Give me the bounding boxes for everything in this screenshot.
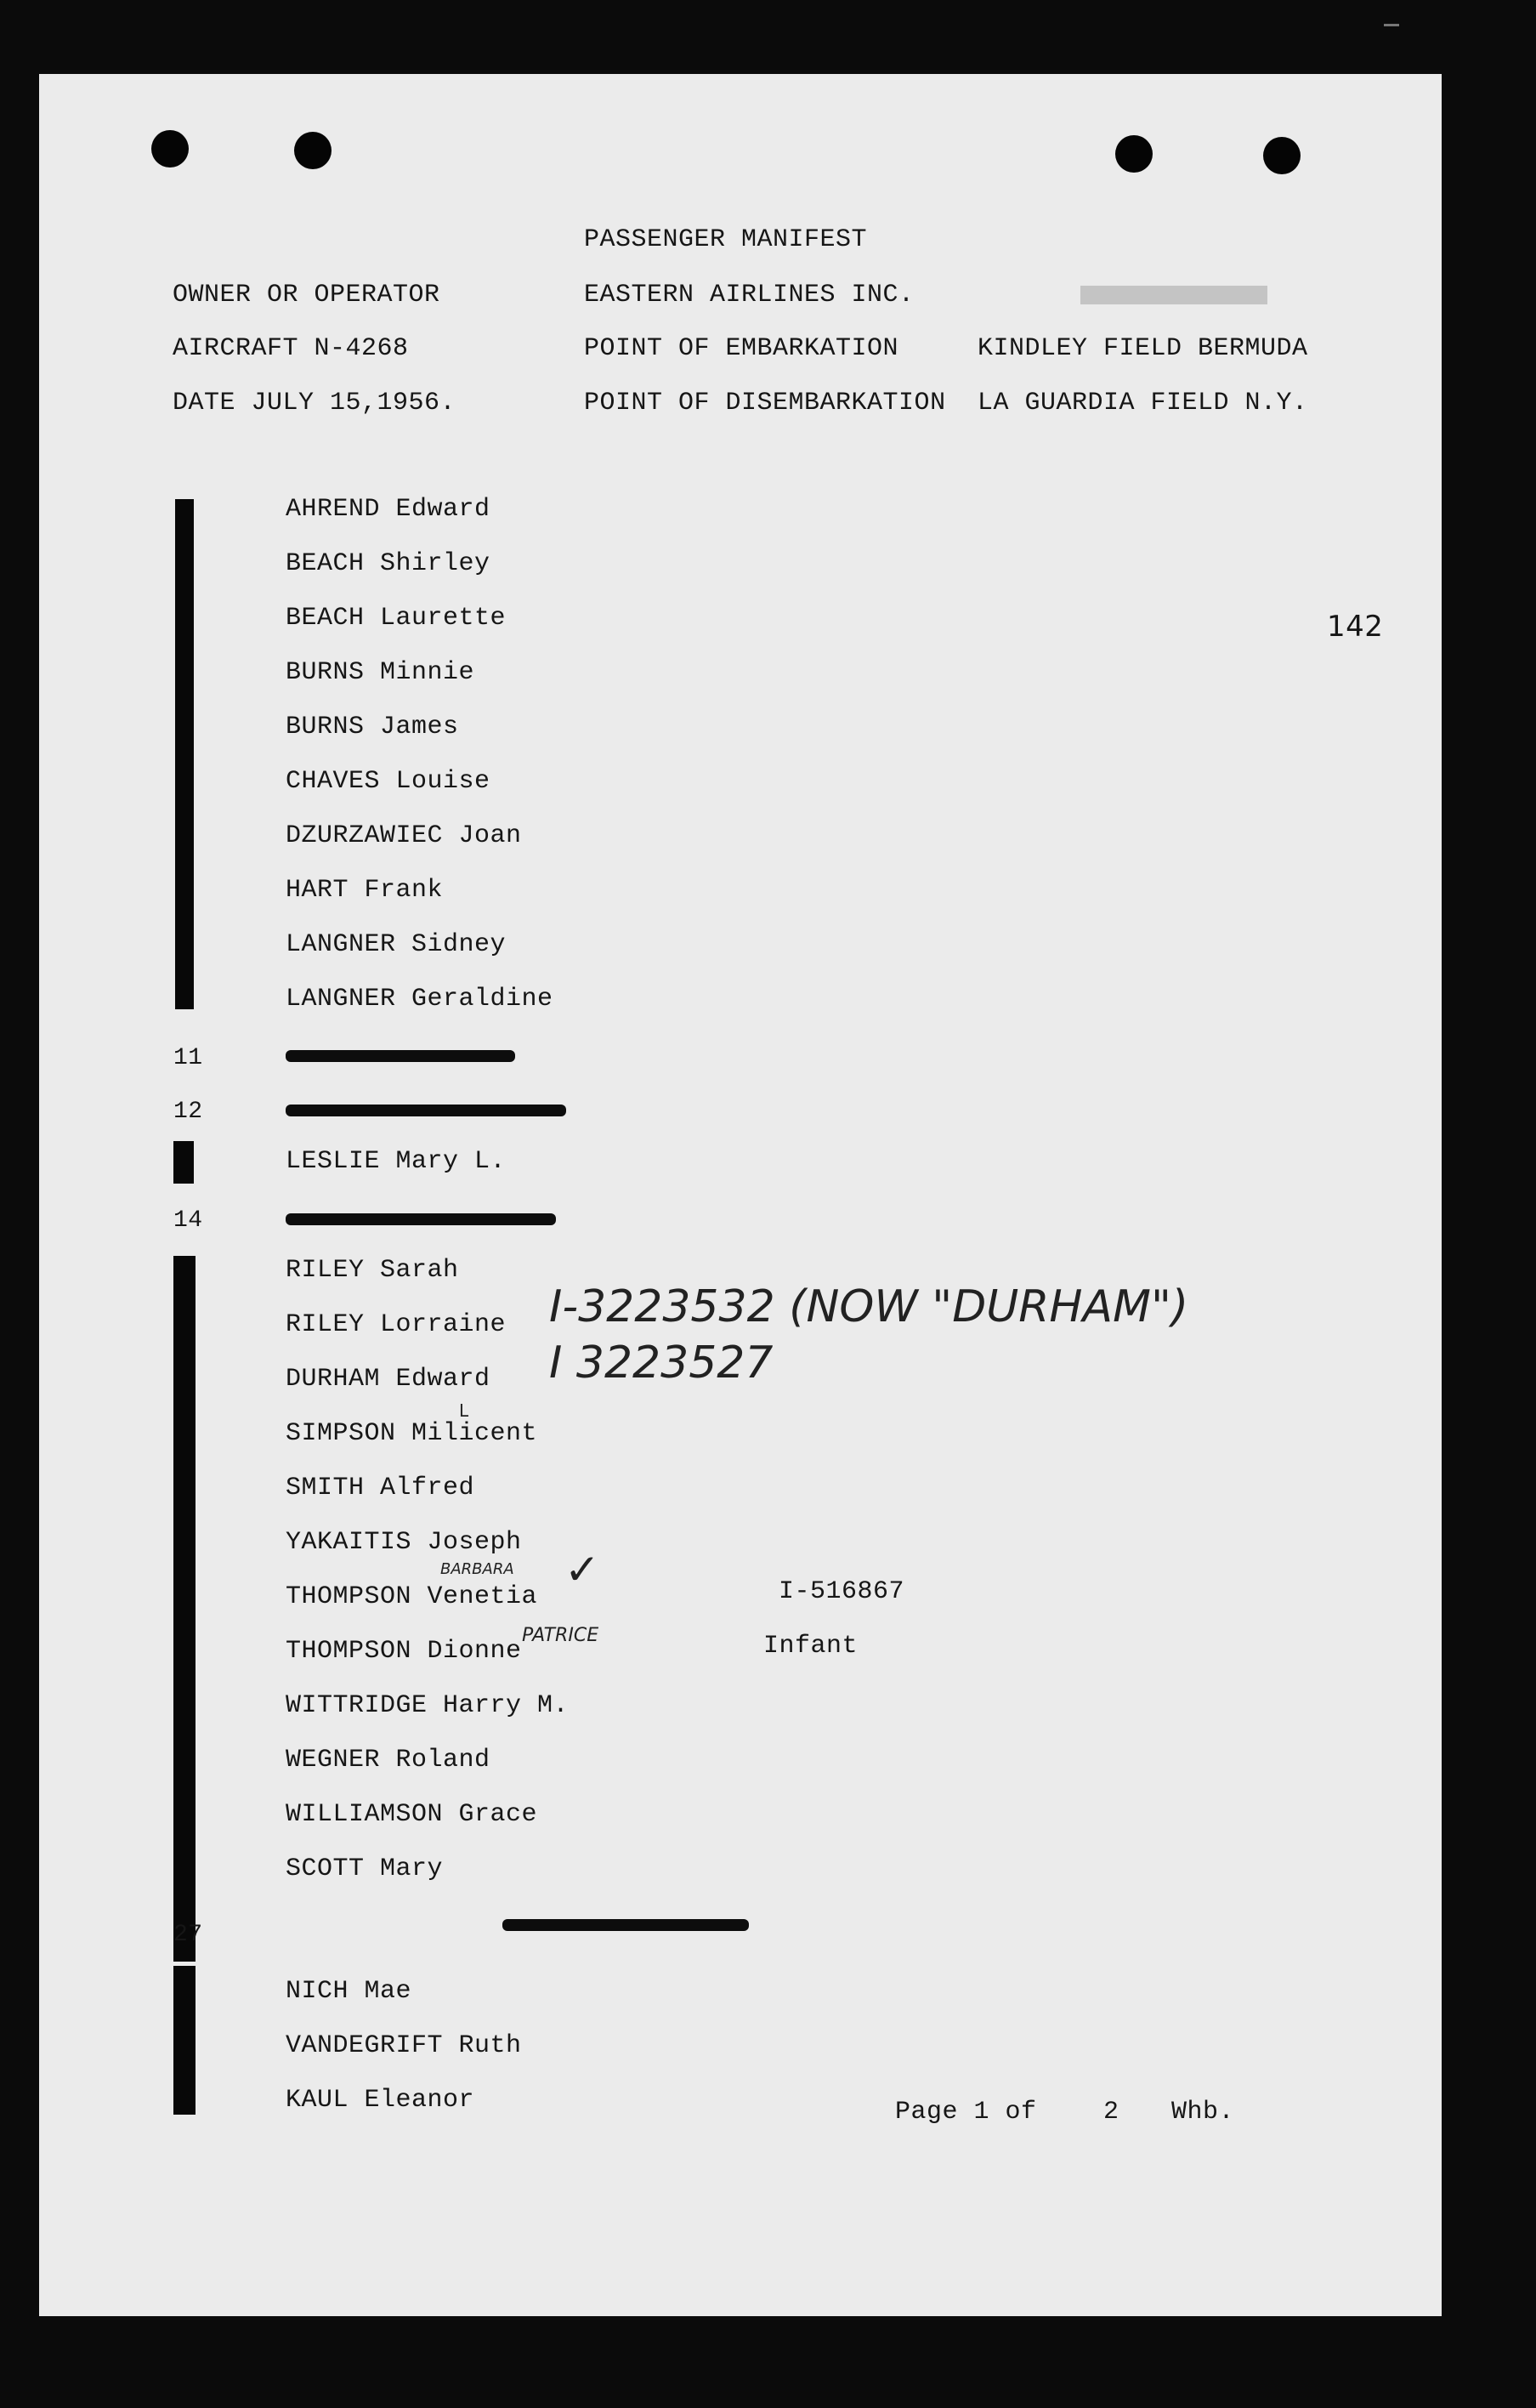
handwritten-l-insert: L (459, 1400, 469, 1421)
passenger-id-number: I-516867 (779, 1577, 905, 1606)
disembark-label: POINT OF DISEMBARKATION (584, 389, 946, 417)
handwritten-barbara: BARBARA (440, 1560, 514, 1578)
passenger-name: SIMPSON Milicent (286, 1419, 538, 1448)
passenger-name: WITTRIDGE Harry M. (286, 1691, 570, 1720)
manifest-title: PASSENGER MANIFEST (584, 225, 868, 254)
stamp-number: 142 (1327, 610, 1384, 644)
redacted-name-11 (286, 1050, 515, 1062)
passenger-name: SCOTT Mary (286, 1854, 444, 1883)
date-label: DATE JULY 15,1956. (173, 389, 456, 417)
passenger-name: DZURZAWIEC Joan (286, 821, 522, 850)
page-total: 2 (1103, 2098, 1119, 2127)
handwritten-patrice: PATRICE (522, 1625, 599, 1646)
passenger-name: BEACH Laurette (286, 604, 507, 633)
passenger-name: CHAVES Louise (286, 767, 490, 796)
passenger-name: AHREND Edward (286, 495, 490, 524)
manifest-page (39, 74, 1442, 2316)
handwritten-riley-id-2: I 3223527 (549, 1337, 774, 1389)
handwritten-riley-id: I-3223532 (NOW "DURHAM") (549, 1281, 1189, 1332)
passenger-name: WEGNER Roland (286, 1746, 490, 1775)
row-number-27: 27 (173, 1922, 203, 1948)
passenger-name: LESLIE Mary L. (286, 1147, 507, 1176)
punch-hole-2 (294, 132, 332, 169)
embark-value: KINDLEY FIELD BERMUDA (978, 334, 1308, 363)
passenger-name: NICH Mae (286, 1977, 412, 2006)
passenger-name: BEACH Shirley (286, 549, 490, 578)
redacted-name-27 (502, 1919, 749, 1931)
passenger-name: BURNS Minnie (286, 658, 475, 687)
row-number-12: 12 (173, 1099, 203, 1125)
passenger-name: RILEY Lorraine (286, 1310, 507, 1339)
passenger-name: LANGNER Sidney (286, 930, 507, 959)
row-number-11: 11 (173, 1045, 203, 1071)
passenger-name: THOMPSON Venetia (286, 1582, 538, 1611)
passenger-name: WILLIAMSON Grace (286, 1800, 538, 1829)
redaction-bar-2 (173, 1141, 194, 1184)
passenger-name: LANGNER Geraldine (286, 985, 553, 1014)
redaction-bar-4 (173, 1966, 196, 2115)
passenger-name: DURHAM Edward (286, 1365, 490, 1394)
punch-hole-1 (151, 130, 189, 168)
row-number-14: 14 (173, 1207, 203, 1234)
passenger-name: RILEY Sarah (286, 1256, 459, 1285)
passenger-name: KAUL Eleanor (286, 2086, 475, 2115)
handwritten-check-mark: ✓ (564, 1545, 600, 1594)
passenger-name: YAKAITIS Joseph (286, 1528, 522, 1557)
owner-label: OWNER OR OPERATOR (173, 281, 440, 310)
punch-hole-4 (1263, 137, 1301, 174)
redacted-name-12 (286, 1105, 566, 1116)
passenger-name: VANDEGRIFT Ruth (286, 2031, 522, 2060)
owner-value: EASTERN AIRLINES INC. (584, 281, 915, 310)
disembark-value: LA GUARDIA FIELD N.Y. (978, 389, 1308, 417)
infant-note: Infant (763, 1632, 859, 1661)
punch-hole-3 (1115, 135, 1153, 173)
passenger-name: HART Frank (286, 876, 444, 905)
passenger-name: THOMPSON Dionne (286, 1637, 522, 1666)
embark-label: POINT OF EMBARKATION (584, 334, 899, 363)
passenger-name: SMITH Alfred (286, 1474, 475, 1502)
initials: Whb. (1171, 2098, 1235, 2127)
passenger-name: BURNS James (286, 713, 459, 741)
redaction-bar-1 (175, 499, 194, 1009)
redacted-name-14 (286, 1213, 556, 1225)
aircraft-label: AIRCRAFT N-4268 (173, 334, 409, 363)
scan-edge-mark (1384, 24, 1399, 26)
page-label: Page 1 of (895, 2098, 1037, 2127)
redaction-bar-3 (173, 1256, 196, 1962)
redacted-number-smudge (1080, 286, 1267, 304)
